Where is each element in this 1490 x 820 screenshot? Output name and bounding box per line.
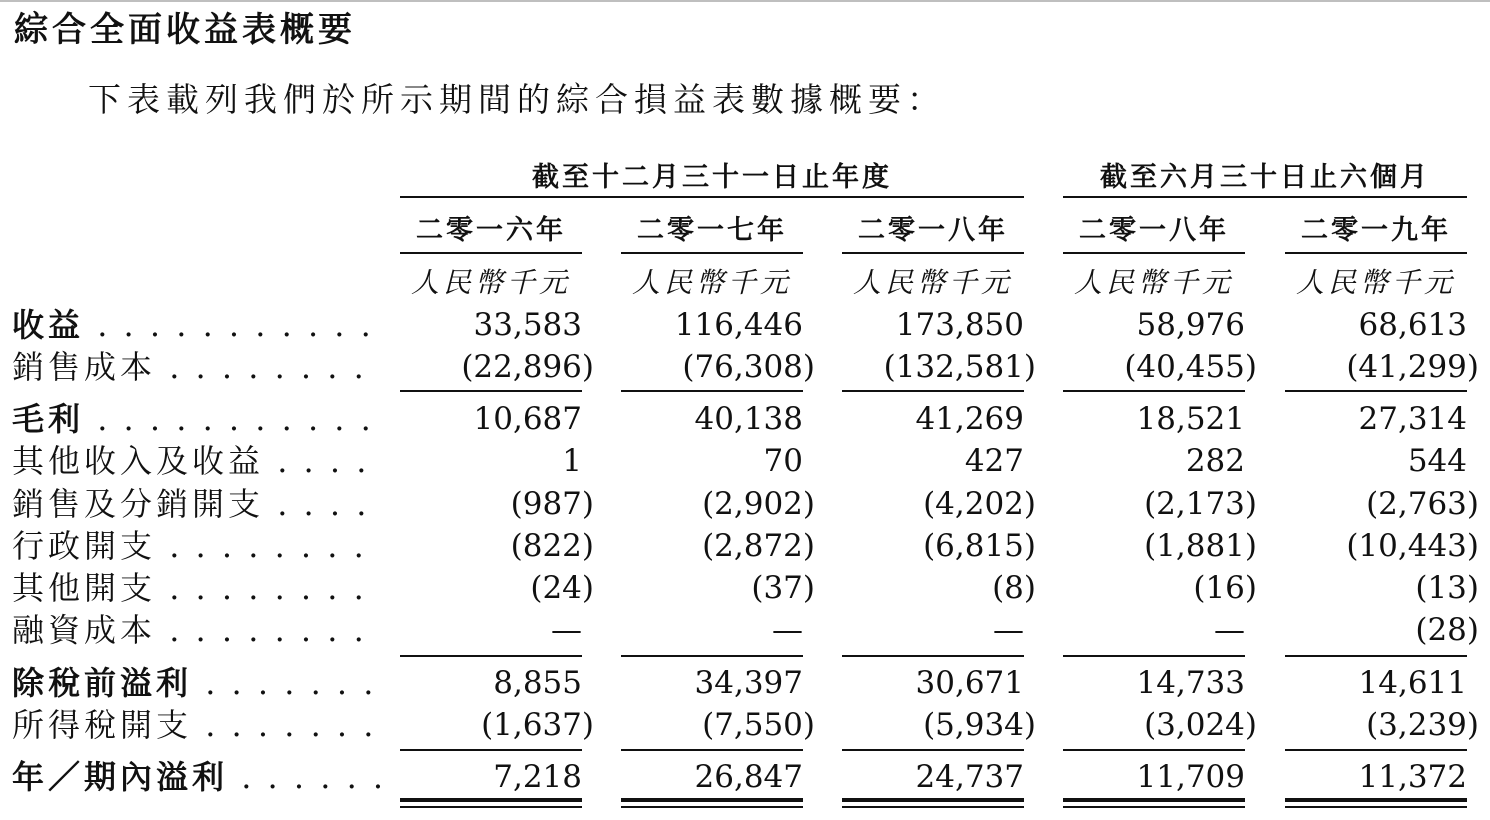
double-underline: [400, 798, 582, 802]
row-value: (2,763): [1366, 486, 1479, 522]
row-value: 34,397: [694, 665, 803, 701]
group-header-full-year: 截至十二月三十一日止年度: [400, 160, 1024, 198]
unit-label: 人民幣千元: [410, 266, 571, 299]
double-underline: [842, 806, 1024, 808]
row-value: (37): [751, 570, 815, 606]
section-title: 綜合全面收益表概要: [14, 10, 356, 50]
row-value: 427: [964, 443, 1024, 479]
row-label: 銷售及分銷開支 . . .: [12, 483, 382, 525]
row-value: 282: [1185, 443, 1245, 479]
table-row: [0, 398, 1490, 440]
double-underline: [621, 798, 803, 802]
row-value: (4,202): [923, 486, 1036, 522]
unit-label: 人民幣千元: [631, 266, 792, 299]
double-underline: [1063, 798, 1245, 802]
total-rule: [621, 749, 803, 751]
row-value: (3,239): [1366, 707, 1479, 743]
column-header-2017: 二零一七年: [621, 210, 803, 254]
table-row: [0, 525, 1490, 567]
row-label: 除稅前溢利 . . .: [12, 662, 382, 704]
row-value: (24): [530, 570, 594, 606]
column-header-2019-h1: 二零一九年: [1285, 210, 1467, 254]
row-value: (40,455): [1124, 349, 1257, 385]
row-label: 年／期內溢利 . . .: [12, 756, 382, 798]
table-row: [0, 704, 1490, 746]
unit-label: 人民幣千元: [1295, 266, 1456, 299]
group-header-six-months: 截至六月三十日止六個月: [1063, 160, 1467, 198]
subtotal-rule: [1063, 655, 1245, 657]
table-row: [0, 346, 1490, 388]
table-row: [0, 440, 1490, 482]
row-value: (2,902): [702, 486, 815, 522]
total-rule: [1063, 749, 1245, 751]
subtotal-rule: [400, 655, 582, 657]
row-label: 毛利 . . .: [12, 398, 382, 440]
subtotal-rule: [842, 390, 1024, 392]
table-row: [0, 662, 1490, 704]
subtotal-rule: [621, 390, 803, 392]
row-value: (822): [510, 528, 594, 564]
table-row: [0, 483, 1490, 525]
row-value: 544: [1407, 443, 1467, 479]
row-value: (7,550): [702, 707, 815, 743]
row-value: (8): [992, 570, 1036, 606]
subtotal-rule: [1285, 655, 1467, 657]
row-value: 41,269: [915, 401, 1024, 437]
column-header-2016: 二零一六年: [400, 210, 582, 254]
row-value: (5,934): [923, 707, 1036, 743]
row-value: —: [772, 612, 803, 648]
row-value: 26,847: [694, 759, 803, 795]
double-underline: [1285, 798, 1467, 802]
double-underline: [1285, 806, 1467, 808]
subtotal-rule: [1063, 390, 1245, 392]
row-value: 33,583: [473, 307, 582, 343]
double-underline: [621, 806, 803, 808]
row-value: (28): [1415, 612, 1479, 648]
row-value: 1: [562, 443, 582, 479]
row-value: 27,314: [1358, 401, 1467, 437]
row-label: 銷售成本 . . .: [12, 346, 382, 388]
row-value: (22,896): [461, 349, 594, 385]
row-value: 18,521: [1136, 401, 1245, 437]
row-value: 14,733: [1136, 665, 1245, 701]
row-value: (16): [1193, 570, 1257, 606]
row-value: 10,687: [473, 401, 582, 437]
table-row: [0, 756, 1490, 798]
row-value: (10,443): [1346, 528, 1479, 564]
row-value: 30,671: [915, 665, 1024, 701]
column-header-2018: 二零一八年: [842, 210, 1024, 254]
row-value: (1,881): [1144, 528, 1257, 564]
row-label: 融資成本 . . .: [12, 609, 382, 651]
row-value: 58,976: [1136, 307, 1245, 343]
total-rule: [842, 749, 1024, 751]
row-label: 行政開支 . . .: [12, 525, 382, 567]
row-value: 40,138: [694, 401, 803, 437]
subtotal-rule: [621, 655, 803, 657]
row-label: 收益 . . .: [12, 304, 382, 346]
row-value: 8,855: [493, 665, 582, 701]
row-label: 其他開支 . . .: [12, 567, 382, 609]
top-border-rule: [0, 0, 1490, 2]
row-value: (76,308): [682, 349, 815, 385]
subtotal-rule: [400, 390, 582, 392]
row-value: (41,299): [1346, 349, 1479, 385]
row-label: 所得稅開支 . . .: [12, 704, 382, 746]
table-row: [0, 609, 1490, 651]
row-value: (132,581): [883, 349, 1036, 385]
column-header-2018-h1: 二零一八年: [1063, 210, 1245, 254]
row-value: 70: [763, 443, 803, 479]
row-value: (2,872): [702, 528, 815, 564]
row-value: 68,613: [1358, 307, 1467, 343]
total-rule: [400, 749, 582, 751]
row-value: 116,446: [674, 307, 803, 343]
row-value: 7,218: [493, 759, 582, 795]
unit-label: 人民幣千元: [852, 266, 1013, 299]
row-value: (2,173): [1144, 486, 1257, 522]
unit-label: 人民幣千元: [1073, 266, 1234, 299]
total-rule: [1285, 749, 1467, 751]
row-value: 14,611: [1358, 665, 1467, 701]
row-value: —: [551, 612, 582, 648]
row-value: (3,024): [1144, 707, 1257, 743]
table-row: [0, 567, 1490, 609]
double-underline: [400, 806, 582, 808]
row-value: (1,637): [481, 707, 594, 743]
row-value: (987): [510, 486, 594, 522]
row-value: 11,709: [1136, 759, 1245, 795]
row-value: (13): [1415, 570, 1479, 606]
row-value: 173,850: [895, 307, 1024, 343]
subtotal-rule: [1285, 390, 1467, 392]
double-underline: [1063, 806, 1245, 808]
row-label: 其他收入及收益 . . .: [12, 440, 382, 482]
table-row: [0, 304, 1490, 346]
row-value: 24,737: [915, 759, 1024, 795]
subtotal-rule: [842, 655, 1024, 657]
row-value: (6,815): [923, 528, 1036, 564]
row-value: 11,372: [1358, 759, 1467, 795]
double-underline: [842, 798, 1024, 802]
intro-text: 下表載列我們於所示期間的綜合損益表數據概要：: [88, 80, 946, 119]
row-value: —: [1214, 612, 1245, 648]
row-value: —: [993, 612, 1024, 648]
